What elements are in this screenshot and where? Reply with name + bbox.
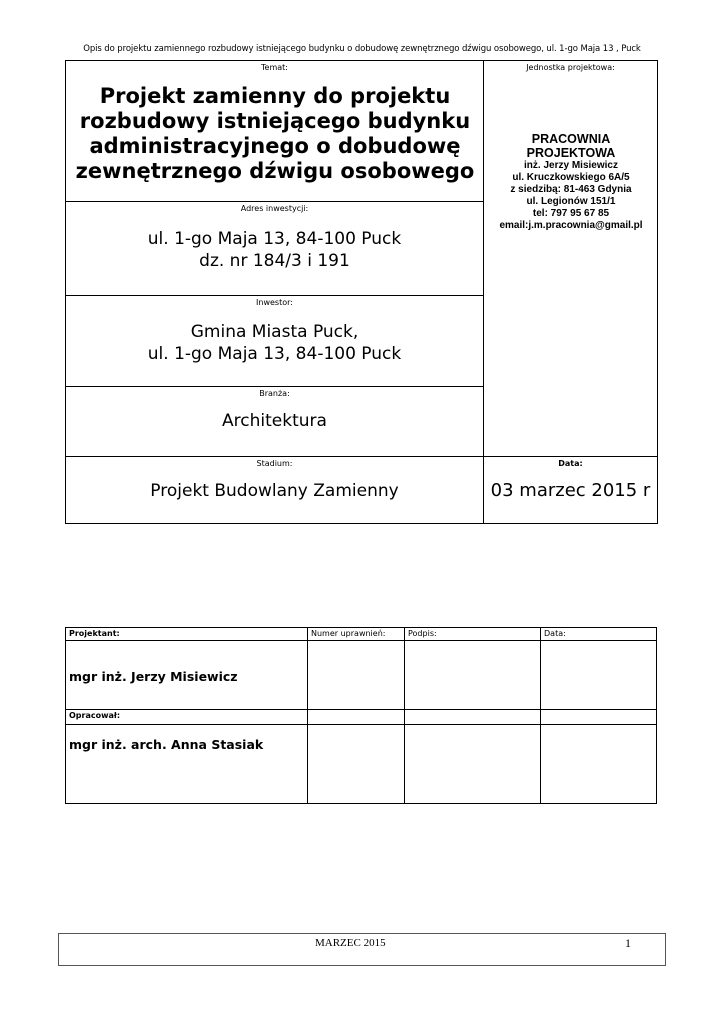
- branza-value: Architektura: [222, 411, 327, 431]
- firm-detail-line: ul. Legionów 151/1: [526, 196, 616, 207]
- firm-name-line: PROJEKTOWA: [526, 146, 616, 160]
- stadium-value: Projekt Budowlany Zamienny: [150, 481, 399, 501]
- adres-label: Adres inwestycji:: [240, 204, 309, 213]
- author-name: mgr inż. arch. Anna Stasiak: [69, 737, 264, 752]
- investment-address: [66, 228, 483, 272]
- designer-name: mgr inż. Jerzy Misiewicz: [69, 669, 238, 684]
- page-number: 1: [625, 936, 631, 950]
- projektant-header: Projektant:: [69, 629, 120, 638]
- project-title-line: Projekt zamienny do projektu: [99, 84, 451, 108]
- firm-detail-line: inż. Jerzy Misiewicz: [524, 160, 618, 171]
- plot-number: dz. nr 184/3 i 191: [199, 251, 350, 271]
- investor: [66, 321, 483, 365]
- firm-name-line: PRACOWNIA: [531, 132, 611, 146]
- page-footer: [58, 933, 666, 966]
- design-firm-info: [486, 132, 656, 232]
- opracowal-label: Opracował:: [69, 711, 121, 720]
- project-title-line: administracyjnego o dobudowę: [89, 134, 461, 158]
- data-label: Data:: [558, 459, 583, 468]
- license-number-header: Numer uprawnień:: [311, 629, 386, 638]
- date-header: Data:: [544, 629, 566, 638]
- project-title-line: zewnętrznego dźwigu osobowego: [75, 159, 475, 183]
- jednostka-label: Jednostka projektowa:: [526, 63, 615, 72]
- firm-email: email:j.m.pracownia@gmail.pl: [499, 220, 643, 231]
- firm-detail-line: z siedzibą: 81-463 Gdynia: [510, 184, 632, 195]
- page-header: Opis do projektu zamiennego rozbudowy istniejącego budynku o dobudowę zewnętrznego dźwigu osobowego, ul. 1-go Maja 13 , Puck: [83, 44, 641, 54]
- stadium-label: Stadium:: [256, 459, 293, 468]
- firm-detail-line: ul. Kruczkowskiego 6A/5: [512, 172, 630, 183]
- branza-label: Branża:: [259, 389, 290, 398]
- inwestor-label: Inwestor:: [256, 298, 293, 307]
- project-title-line: rozbudowy istniejącego budynku: [79, 109, 471, 133]
- address-line: ul. 1-go Maja 13, 84-100 Puck: [147, 229, 402, 249]
- footer-date: MARZEC 2015: [315, 937, 386, 949]
- signature-header: Podpis:: [408, 629, 437, 638]
- date-value: 03 marzec 2015 r: [490, 480, 651, 501]
- investor-address: ul. 1-go Maja 13, 84-100 Puck: [147, 344, 402, 364]
- investor-name: Gmina Miasta Puck,: [190, 322, 359, 342]
- project-title: [68, 84, 482, 184]
- temat-label: Temat:: [261, 63, 288, 72]
- firm-detail-line: tel: 797 95 67 85: [532, 208, 610, 219]
